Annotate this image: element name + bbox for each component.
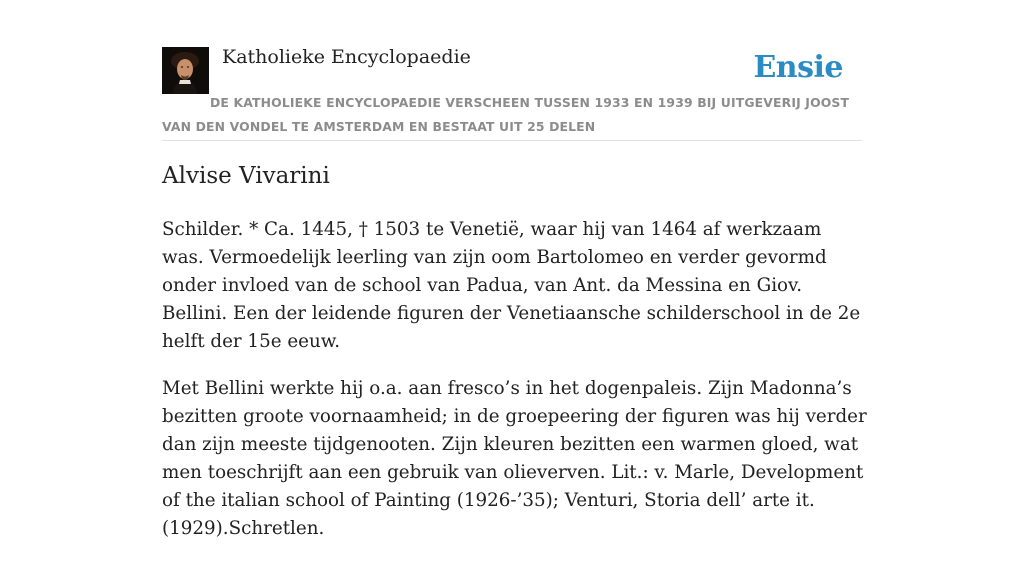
brand-logo[interactable]: Ensie (753, 50, 843, 85)
portrait-icon (162, 47, 209, 94)
article-paragraph: Met Bellini werkte hij o.a. aan fresco’s in het dogenpaleis. Zijn Madonna’s bezitten groote voornaamheid; in de groepeering der figuren was hij verder dan zijn meeste tijdgenooten. Zijn kleuren bezitten een warmen gloed, wat men toeschrijft aan een gebruik van olieverven. Lit.: v. Marle, Development of the italian school of Painting (1926-’35); Venturi, Storia dell’ arte it. (1929).Schretlen. (162, 378, 867, 539)
site-title[interactable]: Katholieke Encyclopaedie (222, 46, 471, 68)
site-header (162, 44, 862, 141)
article-paragraph: Schilder. * Ca. 1445, † 1503 te Venetië, waar hij van 1464 af werkzaam was. Vermoedelijk leerling van zijn oom Bartolomeo en verder gevormd onder invloed van de school van Padua, van Ant. da Messina en Giov. Bellini. Een der leidende figuren der Venetiaansche schilderschool in de 2e helft der 15e eeuw. (162, 219, 861, 352)
avatar[interactable] (162, 47, 209, 94)
site-tagline: DE KATHOLIEKE ENCYCLOPAEDIE VERSCHEEN TUSSEN 1933 EN 1939 BIJ UITGEVERIJ JOOST VAN DEN VONDEL TE AMSTERDAM EN BESTAAT UIT 25 DELEN (162, 95, 850, 134)
article-body (162, 216, 867, 562)
page-title: Alvise Vivarini (162, 163, 330, 189)
